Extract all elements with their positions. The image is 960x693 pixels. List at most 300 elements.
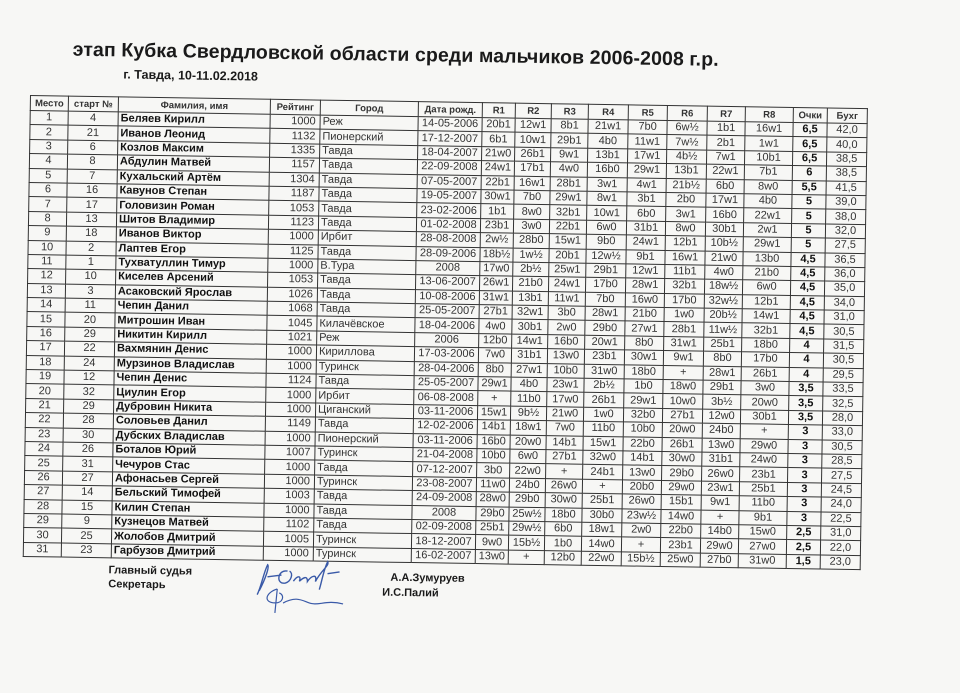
round-result-cell: 24w1 <box>481 161 514 176</box>
column-header: Дата рожд. <box>418 102 482 118</box>
city-cell: Циганский <box>315 403 413 419</box>
buchholz-cell: 41,5 <box>826 181 866 196</box>
rating-cell: 1124 <box>266 373 316 388</box>
buchholz-cell: 30,5 <box>823 353 863 368</box>
round-result-cell: 3w0 <box>741 381 789 396</box>
birth-date-cell: 18-04-2006 <box>415 318 479 333</box>
round-result-cell: 12w1 <box>515 118 551 133</box>
round-result-cell: 9w0 <box>475 535 508 550</box>
place-cell: 19 <box>26 370 64 385</box>
round-result-cell: 4b0 <box>744 194 792 209</box>
round-result-cell: + <box>621 537 660 552</box>
chief-judge-name: А.А.Зумуруев <box>390 571 465 585</box>
birth-date-cell: 12-02-2006 <box>413 419 477 434</box>
round-result-cell: 29b0 <box>662 466 702 481</box>
city-cell: Туринск <box>316 360 414 376</box>
points-cell: 3 <box>787 511 821 526</box>
secretary-name: И.С.Палий <box>382 586 439 600</box>
birth-date-cell: 19-05-2007 <box>417 189 481 204</box>
points-cell: 6,5 <box>793 122 827 137</box>
city-cell: Тавда <box>319 187 417 203</box>
birth-date-cell: 16-02-2007 <box>411 548 475 563</box>
points-cell: 3,5 <box>789 396 823 411</box>
round-result-cell: 11w0 <box>476 477 509 492</box>
round-result-cell: 21b½ <box>666 178 706 193</box>
round-result-cell: 1b1 <box>481 204 514 219</box>
round-result-cell: 3w0 <box>513 219 549 234</box>
round-result-cell: 25b1 <box>739 481 787 496</box>
player-name-cell: Козлов Максим <box>118 141 270 158</box>
rating-cell: 1149 <box>265 416 315 431</box>
round-result-cell: 15b½ <box>508 535 544 550</box>
place-cell: 10 <box>28 240 66 255</box>
buchholz-cell: 42,0 <box>827 123 867 138</box>
rating-cell: 1000 <box>263 546 313 561</box>
round-result-cell: 13w0 <box>623 465 662 480</box>
round-result-cell: 10b1 <box>744 151 792 166</box>
city-cell: Тавда <box>318 273 416 289</box>
round-result-cell: 17b0 <box>585 278 625 293</box>
start-number-cell: 20 <box>65 313 115 328</box>
start-number-cell: 9 <box>62 514 112 529</box>
buchholz-cell: 38,0 <box>826 209 866 224</box>
round-result-cell: 16b0 <box>477 434 510 449</box>
round-result-cell: 29w1 <box>743 237 791 252</box>
place-cell: 4 <box>29 154 67 169</box>
round-result-cell: 9b1 <box>739 510 787 525</box>
round-result-cell: 2b0 <box>666 192 706 207</box>
round-result-cell: 23b1 <box>740 467 788 482</box>
round-result-cell: 31w0 <box>584 364 624 379</box>
start-number-cell: 16 <box>67 183 117 198</box>
round-result-cell: 16b0 <box>548 335 585 350</box>
round-result-cell: 6b0 <box>706 179 744 194</box>
buchholz-cell: 31,0 <box>824 310 864 325</box>
round-result-cell: 11w1 <box>548 291 585 306</box>
round-result-cell: 11w1 <box>628 134 667 149</box>
round-result-cell: 20w0 <box>510 435 546 450</box>
player-name-cell: Кузнецов Матвей <box>112 515 264 532</box>
round-result-cell: 7b1 <box>744 165 792 180</box>
rating-cell: 1102 <box>264 517 314 532</box>
start-number-cell: 24 <box>64 356 114 371</box>
round-result-cell: 10b0 <box>547 363 584 378</box>
round-result-cell: 26w0 <box>545 478 582 493</box>
place-cell: 24 <box>25 441 63 456</box>
place-cell: 16 <box>27 326 65 341</box>
buchholz-cell: 40,0 <box>827 137 867 152</box>
round-result-cell: 27b1 <box>662 408 702 423</box>
round-result-cell: 9w1 <box>663 351 703 366</box>
buchholz-cell: 24,5 <box>821 483 861 498</box>
round-result-cell: 28b1 <box>664 322 704 337</box>
place-cell: 5 <box>29 168 67 183</box>
round-result-cell: 29w1 <box>624 393 663 408</box>
round-result-cell: 21w1 <box>588 119 628 134</box>
rating-cell: 1026 <box>267 287 317 302</box>
document-subtitle: г. Тавда, 10-11.02.2018 <box>123 67 259 84</box>
round-result-cell: 18w1 <box>510 420 546 435</box>
round-result-cell: 6w½ <box>667 121 707 136</box>
round-result-cell: 31w1 <box>664 336 704 351</box>
round-result-cell: + <box>478 391 511 406</box>
round-result-cell: 23w1 <box>701 481 739 496</box>
birth-date-cell: 03-11-2006 <box>413 404 477 419</box>
buchholz-cell: 36,5 <box>825 253 865 268</box>
column-header: R7 <box>707 106 745 122</box>
rating-cell: 1000 <box>265 460 315 475</box>
round-result-cell: 1b0 <box>624 379 663 394</box>
rating-cell: 1053 <box>268 273 318 288</box>
column-header: R6 <box>667 106 707 122</box>
round-result-cell: 1b0 <box>544 536 581 551</box>
round-result-cell: 29w0 <box>740 438 788 453</box>
birth-date-cell: 17-03-2006 <box>414 347 478 362</box>
round-result-cell: 30b1 <box>740 410 788 425</box>
round-result-cell: + <box>740 424 788 439</box>
birth-date-cell: 23-08-2007 <box>412 476 476 491</box>
round-result-cell: 28b1 <box>550 176 587 191</box>
player-name-cell: Лаптев Егор <box>116 241 268 258</box>
place-cell: 11 <box>28 254 66 269</box>
round-result-cell: 9b1 <box>626 249 665 264</box>
buchholz-cell: 33,5 <box>823 382 863 397</box>
round-result-cell: 7b0 <box>585 292 625 307</box>
round-result-cell: 26b1 <box>741 366 789 381</box>
round-result-cell: 1w1 <box>745 136 793 151</box>
round-result-cell: 12b1 <box>665 236 705 251</box>
round-result-cell: 30b0 <box>582 508 622 523</box>
round-result-cell: 18b0 <box>624 365 663 380</box>
buchholz-cell: 32,5 <box>823 396 863 411</box>
round-result-cell: 14b1 <box>477 420 510 435</box>
place-cell: 15 <box>27 312 65 327</box>
birth-date-cell: 02-09-2008 <box>412 519 476 534</box>
column-header: старт № <box>68 96 118 112</box>
round-result-cell: + <box>582 479 622 494</box>
city-cell: Туринск <box>315 446 413 462</box>
round-result-cell: 22b1 <box>549 219 586 234</box>
round-result-cell: 22w1 <box>706 164 744 179</box>
city-cell: Туринск <box>313 532 411 548</box>
round-result-cell: 25b1 <box>582 493 622 508</box>
player-name-cell: Митрошин Иван <box>115 313 267 330</box>
points-cell: 6,5 <box>793 137 827 152</box>
birth-date-cell: 18-12-2007 <box>411 534 475 549</box>
city-cell: Тавда <box>314 489 412 505</box>
round-result-cell: 18b½ <box>480 247 513 262</box>
place-cell: 14 <box>27 298 65 313</box>
start-number-cell: 15 <box>62 500 112 515</box>
place-cell: 18 <box>26 355 64 370</box>
points-cell: 4,5 <box>790 310 824 325</box>
buchholz-cell: 24,0 <box>821 497 861 512</box>
round-result-cell: 6b0 <box>627 206 666 221</box>
start-number-cell: 1 <box>66 255 116 270</box>
round-result-cell: 14b1 <box>546 435 583 450</box>
round-result-cell: 22w1 <box>744 208 792 223</box>
player-name-cell: Кухальский Артём <box>117 169 269 186</box>
round-result-cell: 28b0 <box>513 233 549 248</box>
place-cell: 29 <box>24 513 62 528</box>
column-header: R1 <box>482 103 515 119</box>
round-result-cell: 32b1 <box>550 205 587 220</box>
start-number-cell: 2 <box>66 241 116 256</box>
column-header: R4 <box>588 104 628 120</box>
round-result-cell: 27b0 <box>700 553 738 568</box>
round-result-cell: 7b0 <box>628 120 667 135</box>
round-result-cell: 20b½ <box>704 308 742 323</box>
rating-cell: 1000 <box>264 503 314 518</box>
place-cell: 27 <box>24 485 62 500</box>
round-result-cell: 1b1 <box>707 121 745 136</box>
round-result-cell: 6b0 <box>545 522 582 537</box>
round-result-cell: 2w1 <box>743 222 791 237</box>
rating-cell: 1000 <box>266 359 316 374</box>
signature-image <box>247 558 368 620</box>
place-cell: 7 <box>29 197 67 212</box>
round-result-cell: 26w0 <box>702 466 740 481</box>
round-result-cell: + <box>546 464 583 479</box>
birth-date-cell: 24-09-2008 <box>412 491 476 506</box>
start-number-cell: 21 <box>68 125 118 140</box>
city-cell: Реж <box>320 115 418 131</box>
birth-date-cell: 28-09-2006 <box>416 246 480 261</box>
round-result-cell: 24b0 <box>702 423 740 438</box>
round-result-cell: 29b1 <box>703 380 741 395</box>
player-name-cell: Мурзинов Владислав <box>114 356 266 373</box>
buchholz-cell: 32,0 <box>825 224 865 239</box>
birth-date-cell: 25-05-2007 <box>414 376 478 391</box>
points-cell: 4 <box>790 338 824 353</box>
city-cell: Тавда <box>314 504 412 520</box>
points-cell: 3 <box>787 482 821 497</box>
start-number-cell: 29 <box>64 399 114 414</box>
buchholz-cell: 35,0 <box>824 281 864 296</box>
round-result-cell: + <box>663 365 703 380</box>
round-result-cell: 23b1 <box>584 349 624 364</box>
buchholz-cell: 31,0 <box>821 526 861 541</box>
birth-date-cell: 13-06-2007 <box>415 275 479 290</box>
city-cell: Пионерский <box>320 129 418 145</box>
points-cell: 6,5 <box>792 151 826 166</box>
place-cell: 22 <box>25 413 63 428</box>
round-result-cell: 7w½ <box>667 135 707 150</box>
birth-date-cell: 17-12-2007 <box>418 131 482 146</box>
buchholz-cell: 38,5 <box>826 152 866 167</box>
round-result-cell: 30w1 <box>481 190 514 205</box>
player-name-cell: Боталов Юрий <box>113 443 265 460</box>
round-result-cell: 21b0 <box>512 276 548 291</box>
document-title: этап Кубка Свердловской области среди мальчиков 2006-2008 г.р. <box>72 38 719 71</box>
points-cell: 3,5 <box>789 381 823 396</box>
round-result-cell: 20b1 <box>549 248 586 263</box>
points-cell: 6 <box>792 166 826 181</box>
round-result-cell: 29w0 <box>700 538 738 553</box>
start-number-cell: 7 <box>67 169 117 184</box>
column-header: Очки <box>793 107 827 123</box>
round-result-cell: 12w0 <box>702 409 740 424</box>
rating-cell: 1005 <box>263 532 313 547</box>
round-result-cell: 18w0 <box>663 380 703 395</box>
points-cell: 5 <box>791 238 825 253</box>
column-header: R2 <box>515 103 551 119</box>
round-result-cell: 13b1 <box>588 148 628 163</box>
round-result-cell: 15b½ <box>621 552 660 567</box>
round-result-cell: 13w0 <box>702 438 740 453</box>
round-result-cell: 12b0 <box>544 550 581 565</box>
round-result-cell: 6w0 <box>510 449 546 464</box>
rating-cell: 1132 <box>270 129 320 144</box>
rating-cell: 1021 <box>267 330 317 345</box>
buchholz-cell: 38,5 <box>826 166 866 181</box>
player-name-cell: Абдулин Матвей <box>117 155 269 172</box>
city-cell: Туринск <box>313 547 411 563</box>
round-result-cell: 2w0 <box>548 320 585 335</box>
place-cell: 21 <box>26 398 64 413</box>
round-result-cell: 29w1 <box>627 163 666 178</box>
player-name-cell: Тухватуллин Тимур <box>116 256 268 273</box>
round-result-cell: 28w1 <box>585 306 625 321</box>
city-cell: Пионерский <box>315 432 413 448</box>
round-result-cell: 17w0 <box>480 261 513 276</box>
start-number-cell: 13 <box>66 212 116 227</box>
round-result-cell: 29b1 <box>586 263 626 278</box>
round-result-cell: 16w1 <box>665 250 705 265</box>
round-result-cell: 17w1 <box>628 149 667 164</box>
place-cell: 20 <box>26 384 64 399</box>
round-result-cell: 25w½ <box>509 507 545 522</box>
rating-cell: 1125 <box>268 244 318 259</box>
round-result-cell: 31w0 <box>738 553 786 568</box>
player-name-cell: Дубровин Никита <box>113 400 265 417</box>
column-header: Город <box>320 100 418 117</box>
round-result-cell: 31b1 <box>511 348 547 363</box>
player-name-cell: Шитов Владимир <box>116 213 268 230</box>
round-result-cell: 15b1 <box>661 495 701 510</box>
round-result-cell: 3w1 <box>587 177 627 192</box>
round-result-cell: 27w0 <box>738 539 786 554</box>
round-result-cell: 20w1 <box>585 335 625 350</box>
round-result-cell: 1w0 <box>583 407 623 422</box>
round-result-cell: 2b½ <box>513 262 549 277</box>
round-result-cell: 25b1 <box>476 520 509 535</box>
round-result-cell: 11b0 <box>583 421 623 436</box>
city-cell: Тавда <box>317 302 415 318</box>
birth-date-cell: 2008 <box>416 260 480 275</box>
place-cell: 13 <box>27 283 65 298</box>
round-result-cell: 6w0 <box>586 220 626 235</box>
birth-date-cell: 07-12-2007 <box>413 462 477 477</box>
player-name-cell: Иванов Леонид <box>118 126 270 143</box>
round-result-cell: 9b½ <box>510 406 546 421</box>
round-result-cell: 3b0 <box>477 463 510 478</box>
start-number-cell: 12 <box>64 370 114 385</box>
points-cell: 4 <box>789 353 823 368</box>
round-result-cell: 25b1 <box>704 337 742 352</box>
round-result-cell: 8b0 <box>703 351 741 366</box>
round-result-cell: 22b0 <box>661 523 701 538</box>
birth-date-cell: 10-08-2006 <box>415 289 479 304</box>
rating-cell: 1157 <box>269 157 319 172</box>
round-result-cell: 24w0 <box>740 453 788 468</box>
round-result-cell: 14w1 <box>742 309 790 324</box>
round-result-cell: 14b0 <box>701 524 739 539</box>
round-result-cell: 1w0 <box>664 308 704 323</box>
city-cell: Тавда <box>317 288 415 304</box>
round-result-cell: 6b1 <box>482 132 515 147</box>
points-cell: 5 <box>791 223 825 238</box>
start-number-cell: 29 <box>65 327 115 342</box>
round-result-cell: 29b0 <box>476 506 509 521</box>
buchholz-cell: 23,0 <box>820 555 860 570</box>
birth-date-cell: 22-09-2008 <box>417 160 481 175</box>
round-result-cell: 13w0 <box>475 549 508 564</box>
column-header: R3 <box>551 104 588 120</box>
round-result-cell: 8b0 <box>478 362 511 377</box>
round-result-cell: 28w0 <box>476 492 509 507</box>
round-result-cell: 16w1 <box>514 176 550 191</box>
player-name-cell: Головизин Роман <box>117 198 269 215</box>
buchholz-cell: 34,0 <box>824 296 864 311</box>
round-result-cell: 29b0 <box>509 492 545 507</box>
round-result-cell: 32w½ <box>704 294 742 309</box>
points-cell: 4,5 <box>790 295 824 310</box>
round-result-cell: 7w0 <box>546 421 583 436</box>
column-header: R5 <box>628 105 667 121</box>
player-name-cell: Жолобов Дмитрий <box>111 529 263 546</box>
birth-date-cell: 01-02-2008 <box>416 217 480 232</box>
round-result-cell: 4b½ <box>666 149 706 164</box>
start-number-cell: 17 <box>67 197 117 212</box>
round-result-cell: 24w1 <box>626 235 665 250</box>
rating-cell: 1335 <box>270 143 320 158</box>
round-result-cell: 21b0 <box>625 307 664 322</box>
round-result-cell: 32b0 <box>623 408 662 423</box>
city-cell: Тавда <box>315 460 413 476</box>
city-cell: Тавда <box>318 216 416 232</box>
round-result-cell: 23w1 <box>547 378 584 393</box>
round-result-cell: 23w½ <box>622 508 661 523</box>
rating-cell: 1000 <box>266 344 316 359</box>
round-result-cell: 29w0 <box>661 480 701 495</box>
player-name-cell: Асаковский Ярослав <box>115 285 267 302</box>
round-result-cell: 10b½ <box>705 236 743 251</box>
signature-stroke <box>257 561 340 596</box>
player-name-cell: Бельский Тимофей <box>112 486 264 503</box>
buchholz-cell: 39,0 <box>826 195 866 210</box>
start-number-cell: 28 <box>63 413 113 428</box>
round-result-cell: 8w0 <box>514 204 550 219</box>
buchholz-cell: 22,5 <box>821 512 861 527</box>
rating-cell: 1000 <box>268 258 318 273</box>
round-result-cell: 26w0 <box>622 494 661 509</box>
points-cell: 4,5 <box>790 324 824 339</box>
player-name-cell: Иванов Виктор <box>116 227 268 244</box>
player-name-cell: Гарбузов Дмитрий <box>111 544 263 561</box>
round-result-cell: 20w0 <box>662 423 702 438</box>
round-result-cell: 27w1 <box>511 363 547 378</box>
place-cell: 2 <box>30 125 68 140</box>
round-result-cell: 20b0 <box>622 480 661 495</box>
rating-cell: 1000 <box>268 229 318 244</box>
round-result-cell: 18b0 <box>742 338 790 353</box>
round-result-cell: 26b1 <box>662 437 702 452</box>
round-result-cell: 23b1 <box>660 538 700 553</box>
points-cell: 4,5 <box>791 266 825 281</box>
player-name-cell: Килин Степан <box>112 500 264 517</box>
place-cell: 9 <box>28 226 66 241</box>
